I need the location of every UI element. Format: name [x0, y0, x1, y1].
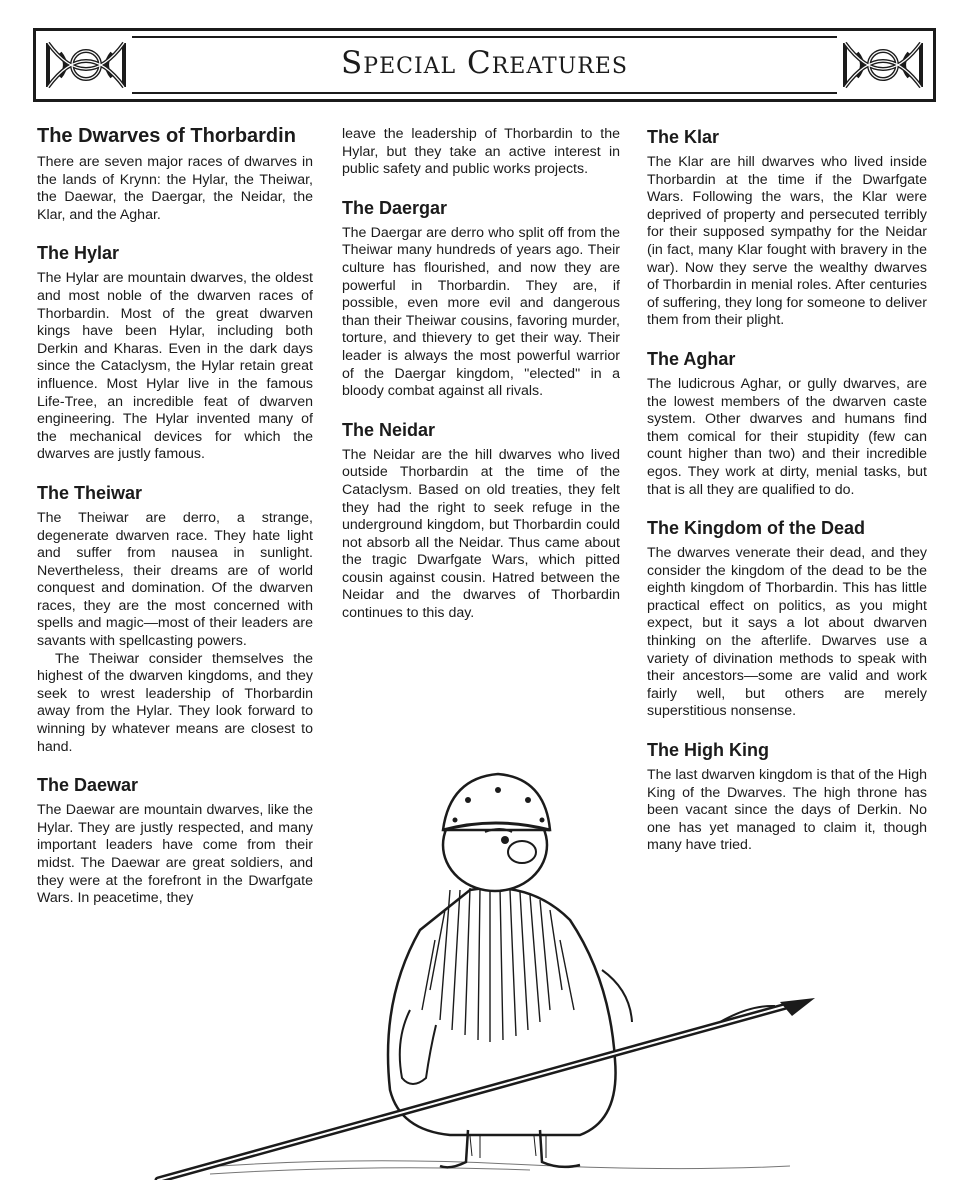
section-paragraph: The Theiwar are derro, a strange, degenerate dwarven race. They hate light and suffer from nausea in sunlight. Nevertheless, their dreams are of world conquest and domination. Of the dwarven races, they are the most concerned with spells and magic—most of their leaders are savants with spellcasting powers. — [37, 509, 313, 650]
section-heading: The Hylar — [37, 243, 120, 264]
section-paragraph: The Neidar are the hill dwarves who lived outside Thorbardin at the time of the Cataclysm. Based on old treaties, they felt they had the right to seek refuge in the underground kingdom, but Thorbardin could not absorb all the Neidar. Thus came about the tragic Dwarfgate Wars, which pitted cousin against cousin. Hatred between the Neidar and the dwarves of Thorbardin continues to this day. — [342, 446, 620, 622]
section-heading: The High King — [647, 740, 769, 761]
section-theiwar — [37, 482, 313, 756]
section-heading: The Neidar — [342, 419, 436, 440]
column-2 — [342, 126, 620, 641]
section-paragraph: The Theiwar consider themselves the highest of the dwarven kingdoms, and they seek to wrest leadership of Thorbardin away from the Hylar. They look forward to winning by whatever means are closest to hand. — [37, 650, 313, 755]
section-paragraph: The dwarves venerate their dead, and they consider the kingdom of the dead to be the eighth kingdom of Thorbardin. This has little practical effect on politics, as you might expect, but it says a lot about dwarven thinking on the afterlife. Dwarves use a variety of divination methods to speak with their ancestors—some are valid and work fairly well, but others are merely superstitious nonsense. — [647, 545, 927, 720]
page-title: Special Creatures — [341, 45, 628, 81]
section-heading: The Daergar — [342, 197, 448, 218]
section-paragraph: There are seven major races of dwarves in the lands of Krynn: the Hylar, the Theiwar, the Daewar, the Daergar, the Neidar, the Klar, and the Aghar. — [37, 154, 313, 223]
section-heading: The Dwarves of Thorbardin — [37, 125, 296, 147]
dwarf-with-spear-illustration — [150, 760, 830, 1180]
section-paragraph: The ludicrous Aghar, or gully dwarves, are the lowest members of the dwarven caste system. Other dwarves and humans find them comical for their stupidity (few can count higher than two) and their incredible egos. They work at dirty, menial tasks, but that is all they are qualified to do. — [647, 375, 927, 498]
section-daewar-continued — [342, 126, 620, 179]
section-aghar — [647, 348, 927, 499]
celtic-knot-right-icon — [837, 35, 929, 95]
title-banner — [33, 28, 936, 102]
section-heading: The Aghar — [647, 348, 736, 369]
section-klar — [647, 126, 927, 330]
section-paragraph: The last dwarven kingdom is that of the High King of the Dwarves. The high throne has been vacant since the days of Derkin. No one has yet managed to claim it, though many have tried. — [647, 767, 927, 854]
section-paragraph: The Daergar are derro who split off from the Theiwar many hundreds of years ago. Their culture has flourished, and now they are powerful in Thorbardin. They are, if possible, even more evil and dangerous than their Theiwar cousins, favoring murder, torture, and thievery to get their way. Their leader is always the most powerful warrior of the Daergar kingdom, "elected" in a bloody combat against all rivals. — [342, 224, 620, 400]
section-heading: The Theiwar — [37, 482, 143, 503]
section-paragraph: The Daewar are mountain dwarves, like the Hylar. They are justly respected, and many important leaders have come from their midst. The Daewar are great soldiers, and they were at the forefront in the Dwarfgate Wars. In peacetime, they — [37, 802, 313, 907]
section-heading: The Daewar — [37, 775, 139, 796]
section-hylar — [37, 242, 313, 464]
section-paragraph: The Hylar are mountain dwarves, the oldest and most noble of the dwarven races of Thorbardin. Most of the great dwarven kings have been Hylar, including both Derkin and Kharas. Even in the dark days since the Cataclysm, the Hylar retain great influence. Most Hylar live in the famous Life-Tree, an incredible feat of dwarven engineering. The Hylar invented many of the mechanical devices for which the dwarves are justly famous. — [37, 270, 313, 463]
section-heading: The Klar — [647, 127, 720, 147]
section-paragraph: The Klar are hill dwarves who lived inside Thorbardin at the time if the Dwarfgate Wars. Following the wars, the Klar were deprived of property and persecuted terribly for their supposed sympathy for the Neidar (in fact, many Klar fought with bravery in the war). Now they serve the wealthy dwarves of Thorbardin in menial roles. After centuries of suffering, they long for someone to deliver them from their plight. — [647, 154, 927, 329]
celtic-knot-left-icon — [40, 35, 132, 95]
section-dwarves-of-thorbardin — [37, 124, 313, 224]
section-kingdom-of-the-dead — [647, 517, 927, 721]
section-daergar — [342, 197, 620, 401]
section-paragraph: leave the leadership of Thorbardin to the Hylar, but they take an active interest in public safety and public works projects. — [342, 126, 620, 178]
section-neidar — [342, 419, 620, 623]
section-heading: The Kingdom of the Dead — [647, 518, 865, 539]
